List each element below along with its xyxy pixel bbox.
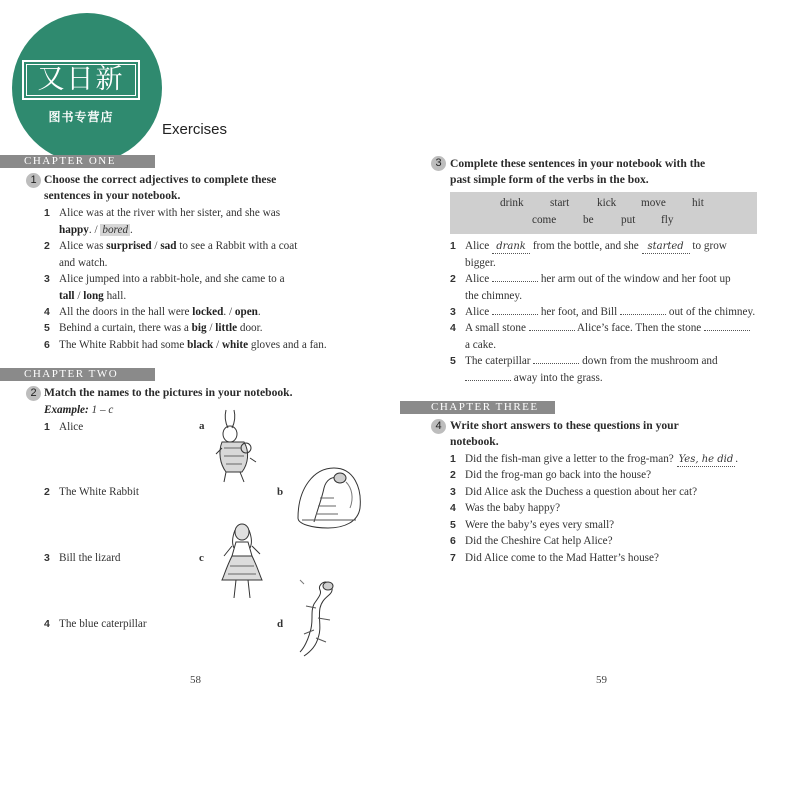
logo-title: 又日新 (37, 64, 125, 95)
q1-item-4-end: . (257, 306, 261, 318)
question-1-line1: Choose the correct adjectives to complete these (44, 173, 277, 186)
question-4-line1: Write short answers to these questions in your (450, 419, 679, 432)
left-page-number: 58 (190, 674, 201, 686)
q1-item-1-line1: Alice was at the river with her sister, and she was (59, 207, 281, 219)
q3-item-2-number: 2 (450, 273, 456, 285)
question-1-number: 1 (26, 173, 41, 188)
q1-item-3-option1: tall (59, 289, 75, 302)
chapter-one-label: CHAPTER ONE (24, 155, 116, 167)
verb-put: put (621, 214, 636, 226)
q3-item-4-line2: a cake. (465, 338, 497, 351)
q1-item-3-line1: Alice jumped into a rabbit-hole, and she came to a (59, 273, 285, 285)
q4-item-6-number: 6 (450, 535, 456, 547)
q3-item-5-line2: away into the grass. (511, 371, 603, 384)
chapter-two-heading (0, 368, 155, 381)
q1-item-2-option2: sad (160, 240, 177, 252)
q2-item-2-number: 2 (44, 486, 50, 498)
q2-picture-c-letter: c (199, 552, 204, 564)
q3-item-5 (465, 353, 718, 386)
q1-item-4 (59, 304, 261, 321)
verb-come: come (532, 214, 557, 226)
q3-item-1-c: to grow (689, 240, 727, 252)
caterpillar-illustration (294, 458, 364, 530)
q1-item-6-pre: The White Rabbit had some (59, 339, 188, 351)
q3-item-5-blank2 (465, 370, 511, 381)
verb-kick: kick (597, 197, 617, 209)
q1-item-6 (59, 337, 327, 354)
q3-item-1-answer1: drank (492, 241, 530, 254)
alice-illustration (218, 522, 266, 602)
q1-item-6-sep: / (213, 339, 222, 351)
q1-item-6-option2: white (221, 339, 249, 351)
q1-item-4-pre: All the doors in the hall were (59, 306, 193, 318)
q3-item-4-blank1 (529, 320, 575, 331)
question-3-instruction (450, 156, 705, 188)
q3-item-5-number: 5 (450, 355, 456, 367)
q3-item-3-blank1 (492, 304, 538, 315)
right-page-number: 59 (596, 674, 607, 686)
q4-item-1-answer: Yes, he did (678, 454, 734, 465)
q1-item-1-end: . (130, 223, 133, 236)
q3-item-3 (465, 304, 755, 321)
q1-item-1 (59, 205, 280, 238)
q1-item-1-option2-selected: bored (102, 223, 129, 236)
question-4-number: 4 (431, 419, 446, 434)
question-3-number: 3 (431, 156, 446, 171)
q1-item-4-option1: locked (192, 306, 224, 318)
q3-item-1-answer2: started (642, 241, 690, 254)
q1-item-5-option1: big (191, 322, 207, 334)
question-2-example (44, 402, 113, 419)
q1-item-4-option2: open (234, 306, 258, 318)
verb-hit: hit (692, 197, 704, 209)
q4-item-1-text: Did the fish-man give a letter to the frog-man? (465, 453, 677, 465)
q2-picture-b-letter: b (277, 486, 284, 498)
q1-item-2-post: to see a Rabbit with a coat (176, 240, 298, 252)
question-4-instruction (450, 418, 679, 450)
q1-item-3-number: 3 (44, 273, 50, 285)
q3-item-3-c: out of the chimney. (666, 306, 756, 318)
section-title: Exercises (162, 121, 228, 138)
example-value: 1 – c (88, 404, 114, 416)
q1-item-5-post: door. (237, 322, 263, 334)
q3-item-2-blank (492, 271, 538, 282)
question-2-number: 2 (26, 386, 41, 401)
q1-item-3-post: hall. (103, 289, 127, 302)
q3-item-5-b: down from the mushroom and (579, 355, 718, 367)
q3-item-1 (465, 238, 727, 271)
logo-subtitle: 图书专营店 (48, 110, 114, 124)
q1-item-6-option1: black (187, 339, 214, 351)
q3-item-5-a: The caterpillar (465, 355, 534, 367)
q3-item-1-a: Alice (465, 240, 493, 252)
q2-item-1-number: 1 (44, 421, 50, 433)
q4-item-5: Were the baby’s eyes very small? (465, 519, 615, 531)
q3-item-1-number: 1 (450, 240, 456, 252)
q1-item-3 (59, 271, 285, 304)
lizard-illustration (296, 578, 340, 658)
q1-item-6-number: 6 (44, 339, 50, 351)
question-1-instruction (44, 172, 276, 204)
verb-be: be (583, 214, 594, 226)
q1-item-5-number: 5 (44, 322, 50, 334)
q4-item-2: Did the frog-man go back into the house? (465, 469, 652, 481)
q4-item-3-number: 3 (450, 486, 456, 498)
q3-item-4-b: Alice’s face. Then the stone (574, 322, 705, 334)
q3-item-3-blank2 (620, 304, 666, 315)
q3-item-2-a: Alice (465, 273, 493, 285)
question-4-line2: notebook. (450, 435, 499, 448)
q4-item-1-number: 1 (450, 453, 456, 465)
q3-item-1-line2: bigger. (465, 256, 496, 269)
q2-item-1: Alice (59, 421, 84, 433)
verb-start: start (550, 197, 570, 209)
q1-item-5-pre: Behind a curtain, there was a (59, 322, 192, 334)
chapter-two-label: CHAPTER TWO (24, 368, 119, 380)
q1-item-2-sep: / (151, 240, 161, 252)
q1-item-2-line2: and watch. (59, 256, 108, 269)
white-rabbit-illustration (212, 408, 260, 484)
q1-item-2-number: 2 (44, 240, 50, 252)
q1-item-3-sep: / (74, 289, 84, 302)
q3-item-2 (465, 271, 731, 304)
question-1-line2: sentences in your notebook. (44, 189, 181, 202)
q2-item-3-number: 3 (44, 552, 50, 564)
q1-item-4-sep: . / (223, 306, 235, 318)
q1-item-5-option2: little (215, 322, 238, 334)
verb-fly: fly (661, 214, 674, 226)
verb-drink: drink (500, 197, 524, 209)
q4-item-7-number: 7 (450, 552, 456, 564)
q1-item-2 (59, 238, 297, 271)
q3-item-1-b: from the bottle, and she (530, 240, 642, 252)
q3-item-2-line2: the chimney. (465, 289, 523, 302)
q3-item-4 (465, 320, 750, 353)
q1-item-5-sep: / (206, 322, 216, 334)
q3-item-4-blank2 (704, 320, 750, 331)
q2-item-4-number: 4 (44, 618, 50, 630)
q3-item-3-number: 3 (450, 306, 456, 318)
chapter-three-heading (400, 401, 555, 414)
question-3-line1: Complete these sentences in your notebook with the (450, 157, 706, 170)
q4-item-1-end: . (735, 453, 739, 465)
q1-item-6-post: gloves and a fan. (248, 339, 327, 351)
q4-item-2-number: 2 (450, 469, 456, 481)
example-label: Example: (44, 404, 89, 416)
q4-item-6: Did the Cheshire Cat help Alice? (465, 535, 613, 547)
q4-item-1 (465, 451, 738, 468)
q4-item-4: Was the baby happy? (465, 502, 561, 514)
q1-item-1-sep: . / (88, 223, 101, 236)
q2-item-3: Bill the lizard (59, 552, 121, 564)
question-3-line2: past simple form of the verbs in the box. (450, 173, 649, 186)
q1-item-1-number: 1 (44, 207, 50, 219)
q3-item-3-a: Alice (465, 306, 493, 318)
q3-item-4-number: 4 (450, 322, 456, 334)
q3-item-3-b: her foot, and Bill (538, 306, 621, 318)
q1-item-4-number: 4 (44, 306, 50, 318)
q2-picture-d-letter: d (277, 618, 284, 630)
q4-item-5-number: 5 (450, 519, 456, 531)
verb-move: move (641, 197, 666, 209)
chapter-one-heading (0, 155, 155, 168)
q3-item-4-a: A small stone (465, 322, 529, 334)
q1-item-2-option1: surprised (106, 240, 152, 252)
q4-item-3: Did Alice ask the Duchess a question about her cat? (465, 486, 698, 498)
q1-item-2-pre: Alice was (59, 240, 107, 252)
q3-item-2-b: her arm out of the window and her foot up (538, 273, 731, 285)
q1-item-5 (59, 320, 263, 337)
q1-item-3-option2: long (83, 289, 104, 302)
q2-item-2: The White Rabbit (59, 486, 139, 498)
q1-item-1-option1: happy (59, 223, 89, 236)
q4-item-7: Did Alice come to the Mad Hatter’s house? (465, 552, 659, 564)
q2-item-4: The blue caterpillar (59, 618, 147, 630)
question-2-instruction: Match the names to the pictures in your notebook. (44, 386, 293, 399)
q3-item-5-blank1 (533, 353, 579, 364)
q2-picture-a-letter: a (199, 420, 205, 432)
q4-item-4-number: 4 (450, 502, 456, 514)
chapter-three-label: CHAPTER THREE (431, 401, 539, 413)
